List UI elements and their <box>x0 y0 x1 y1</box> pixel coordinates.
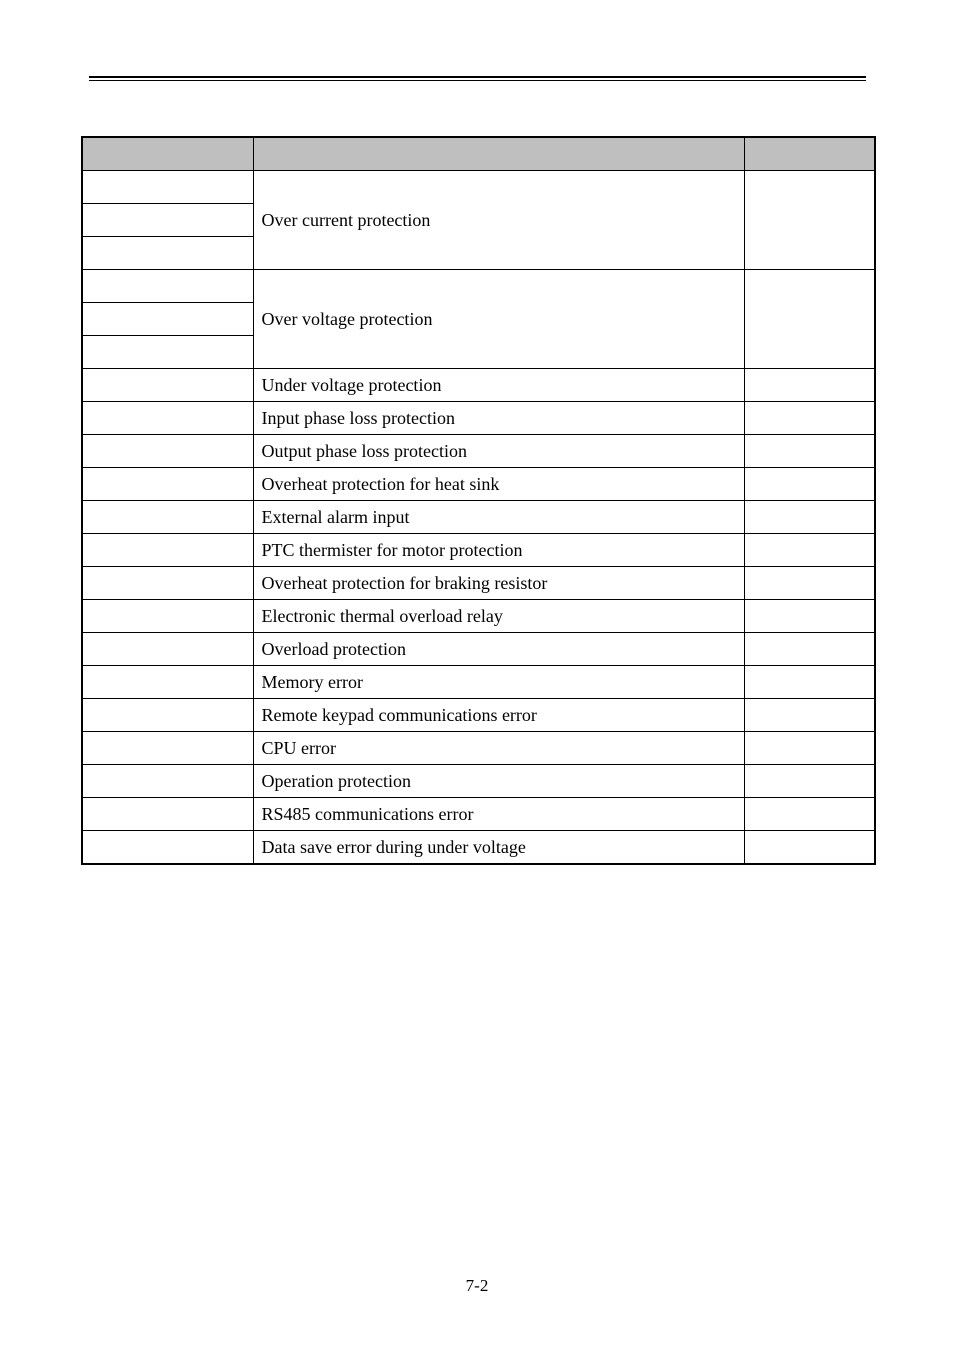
remark-cell <box>744 171 875 270</box>
code-cell <box>82 600 253 633</box>
code-cell <box>82 435 253 468</box>
description-cell: Electronic thermal overload relay <box>253 600 744 633</box>
remark-cell <box>744 831 875 865</box>
description-cell: Input phase loss protection <box>253 402 744 435</box>
table-row <box>82 435 875 468</box>
remark-cell <box>744 468 875 501</box>
code-cell <box>82 171 253 204</box>
header-rule-thick <box>89 76 866 78</box>
description-cell: Output phase loss protection <box>253 435 744 468</box>
header-code <box>82 137 253 171</box>
code-cell <box>82 633 253 666</box>
table-row <box>82 171 875 204</box>
code-cell <box>82 666 253 699</box>
table-row <box>82 468 875 501</box>
remark-cell <box>744 369 875 402</box>
table-row <box>82 666 875 699</box>
table-row <box>82 369 875 402</box>
description-cell: Over voltage protection <box>253 270 744 369</box>
description-cell: Overheat protection for braking resistor <box>253 567 744 600</box>
remark-cell <box>744 270 875 369</box>
code-cell <box>82 831 253 865</box>
remark-cell <box>744 501 875 534</box>
description-cell: Data save error during under voltage <box>253 831 744 865</box>
remark-cell <box>744 534 875 567</box>
remark-cell <box>744 600 875 633</box>
table-row <box>82 402 875 435</box>
remark-cell <box>744 402 875 435</box>
table-row <box>82 567 875 600</box>
description-cell: Overheat protection for heat sink <box>253 468 744 501</box>
remark-cell <box>744 666 875 699</box>
table-row <box>82 699 875 732</box>
table-row <box>82 831 875 865</box>
description-cell: Operation protection <box>253 765 744 798</box>
code-cell <box>82 534 253 567</box>
code-cell <box>82 369 253 402</box>
remark-cell <box>744 435 875 468</box>
description-cell: CPU error <box>253 732 744 765</box>
table-row <box>82 732 875 765</box>
table-row <box>82 633 875 666</box>
table-row <box>82 501 875 534</box>
code-cell <box>82 402 253 435</box>
code-cell <box>82 336 253 369</box>
remark-cell <box>744 699 875 732</box>
code-cell <box>82 237 253 270</box>
code-cell <box>82 270 253 303</box>
code-cell <box>82 303 253 336</box>
table-row <box>82 798 875 831</box>
description-cell: Memory error <box>253 666 744 699</box>
header-remark <box>744 137 875 171</box>
description-cell: Overload protection <box>253 633 744 666</box>
remark-cell <box>744 798 875 831</box>
table-row <box>82 534 875 567</box>
code-cell <box>82 798 253 831</box>
protection-functions-table <box>81 136 876 865</box>
table-row <box>82 765 875 798</box>
table-row <box>82 270 875 303</box>
remark-cell <box>744 633 875 666</box>
code-cell <box>82 567 253 600</box>
remark-cell <box>744 567 875 600</box>
page-number: 7-2 <box>465 1276 489 1295</box>
code-cell <box>82 765 253 798</box>
header-description <box>253 137 744 171</box>
description-cell: Over current protection <box>253 171 744 270</box>
header-rule-thin <box>89 80 866 81</box>
code-cell <box>82 501 253 534</box>
code-cell <box>82 699 253 732</box>
remark-cell <box>744 765 875 798</box>
description-cell: Remote keypad communications error <box>253 699 744 732</box>
description-cell: PTC thermister for motor protection <box>253 534 744 567</box>
code-cell <box>82 732 253 765</box>
code-cell <box>82 468 253 501</box>
table-header-row <box>82 137 875 171</box>
description-cell: RS485 communications error <box>253 798 744 831</box>
table-row <box>82 600 875 633</box>
code-cell <box>82 204 253 237</box>
remark-cell <box>744 732 875 765</box>
description-cell: External alarm input <box>253 501 744 534</box>
description-cell: Under voltage protection <box>253 369 744 402</box>
